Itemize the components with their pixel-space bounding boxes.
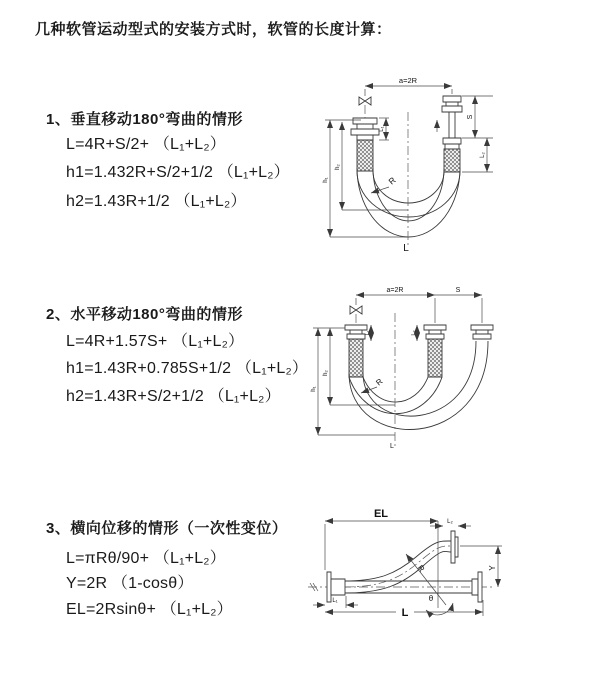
dim-l — [325, 600, 483, 619]
dim-label-r: R — [415, 563, 427, 574]
section-3-heading: 3、横向位移的情形（一次性变位） — [46, 520, 288, 537]
formula-line: h2=1.43R+S/2+1/2 （L₁+L₂） — [66, 388, 281, 405]
dim-label-h2: h₂ — [323, 370, 329, 376]
dim-a2r-s — [356, 287, 482, 323]
formula-line: Y=2R （1-cosθ） — [66, 575, 194, 592]
dim-label-h1: h₁ — [323, 177, 329, 183]
diagram-2-drawing — [305, 283, 595, 463]
dim-label-l1: L₁ — [332, 598, 338, 604]
dim-label-theta: θ — [428, 594, 434, 603]
dim-label-l: L — [401, 607, 409, 619]
dim-label-r: R — [374, 376, 385, 388]
formula-line: h2=1.43R+1/2 （L₁+L₂） — [66, 193, 247, 210]
dim-label-s: S — [455, 287, 461, 294]
left-pipe-fitting — [345, 325, 367, 377]
hose-braid — [428, 339, 442, 377]
diagram-1-drawing — [305, 70, 595, 265]
dim-label-a2r: a=2R — [398, 76, 418, 85]
section-1-heading: 1、垂直移动180°弯曲的情形 — [46, 111, 243, 128]
dim-l1 — [313, 596, 358, 608]
formula-line: L=πRθ/90+ （L₁+L₂） — [66, 550, 226, 567]
dim-label-h1: h₁ — [311, 386, 317, 392]
dim-label-el: EL — [373, 508, 389, 520]
formula-line: h1=1.432R+S/2+1/2 （L₁+L₂） — [66, 164, 290, 181]
formula-line: L=4R+1.57S+ （L₁+L₂） — [66, 333, 245, 350]
valve-icon — [359, 97, 371, 118]
dim-label-l1: L₁ — [365, 330, 371, 336]
dim-l1-l2-small — [365, 325, 417, 341]
dim-label-r: R — [386, 174, 398, 187]
dim-l2 — [430, 519, 471, 526]
dim-label-l2: L₂ — [411, 330, 417, 336]
dim-label-l2: L₂ — [480, 152, 486, 158]
center-pipe-fitting — [424, 325, 446, 377]
dim-label-l1: L₁ — [379, 126, 385, 132]
dim-label-l: L — [390, 443, 394, 450]
right-flange — [472, 572, 482, 602]
left-pipe-fitting — [351, 118, 379, 171]
dim-label-s: S — [467, 114, 474, 120]
section-2-heading: 2、水平移动180°弯曲的情形 — [46, 306, 243, 323]
dim-label-h2: h₂ — [335, 164, 341, 170]
dim-label-a2r: a=2R — [386, 287, 404, 294]
hose-displaced-position — [345, 541, 451, 593]
formula-line: h1=1.43R+0.785S+1/2 （L₁+L₂） — [66, 360, 309, 377]
diagram-3-drawing — [300, 500, 600, 670]
dim-r-theta — [406, 554, 453, 615]
valve-icon — [350, 306, 362, 325]
dim-label-l2: L₂ — [447, 519, 453, 525]
formula-line: L=4R+S/2+ （L₁+L₂） — [66, 136, 226, 153]
dim-s-l2 — [462, 96, 493, 172]
dim-a2r — [365, 76, 452, 96]
right-pipe-fitting — [437, 96, 462, 172]
top-flange — [451, 531, 458, 563]
dim-l1 — [379, 118, 389, 140]
formula-line: EL=2Rsinθ+ （L₁+L₂） — [66, 601, 233, 618]
hose-braid — [357, 140, 373, 171]
dim-label-y: Y — [488, 565, 497, 571]
dim-label-l: L — [403, 243, 409, 254]
hose-braid — [444, 149, 460, 172]
hose-braid — [349, 339, 363, 377]
page-title: 几种软管运动型式的安装方式时，软管的长度计算： — [35, 21, 392, 38]
right-pipe-fitting — [471, 325, 493, 339]
